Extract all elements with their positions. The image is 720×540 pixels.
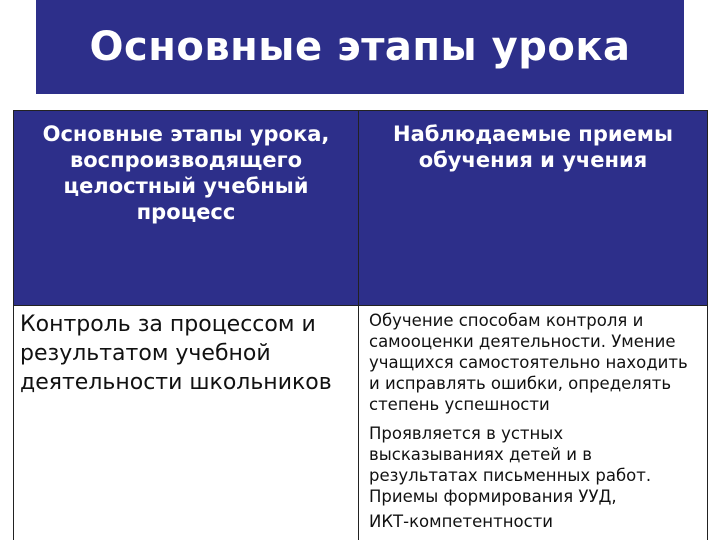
techniques-cell: [359, 306, 708, 540]
table-header-row: [14, 111, 708, 306]
stages-table: [13, 110, 708, 540]
slide-title: Основные этапы урока: [36, 0, 684, 94]
technique-paragraph: Проявляется в устных высказываниях детей и в результатах письменных работ. Приемы формирования УУД,: [369, 424, 652, 506]
header-cell-stages: Основные этапы урока, воспроизводящего целостный учебный процесс: [14, 111, 359, 306]
technique-paragraph: ИКТ-компетентности: [369, 512, 553, 531]
technique-paragraph: Обучение способам контроля и самооценки деятельности. Умение учащихся самостоятельно находить и исправлять ошибки, определять степень успешности: [369, 311, 688, 414]
table-row: [14, 306, 708, 540]
header-cell-techniques: Наблюдаемые приемы обучения и учения: [359, 111, 708, 306]
stage-cell: Контроль за процессом и результатом учебной деятельности школьников: [14, 306, 359, 540]
